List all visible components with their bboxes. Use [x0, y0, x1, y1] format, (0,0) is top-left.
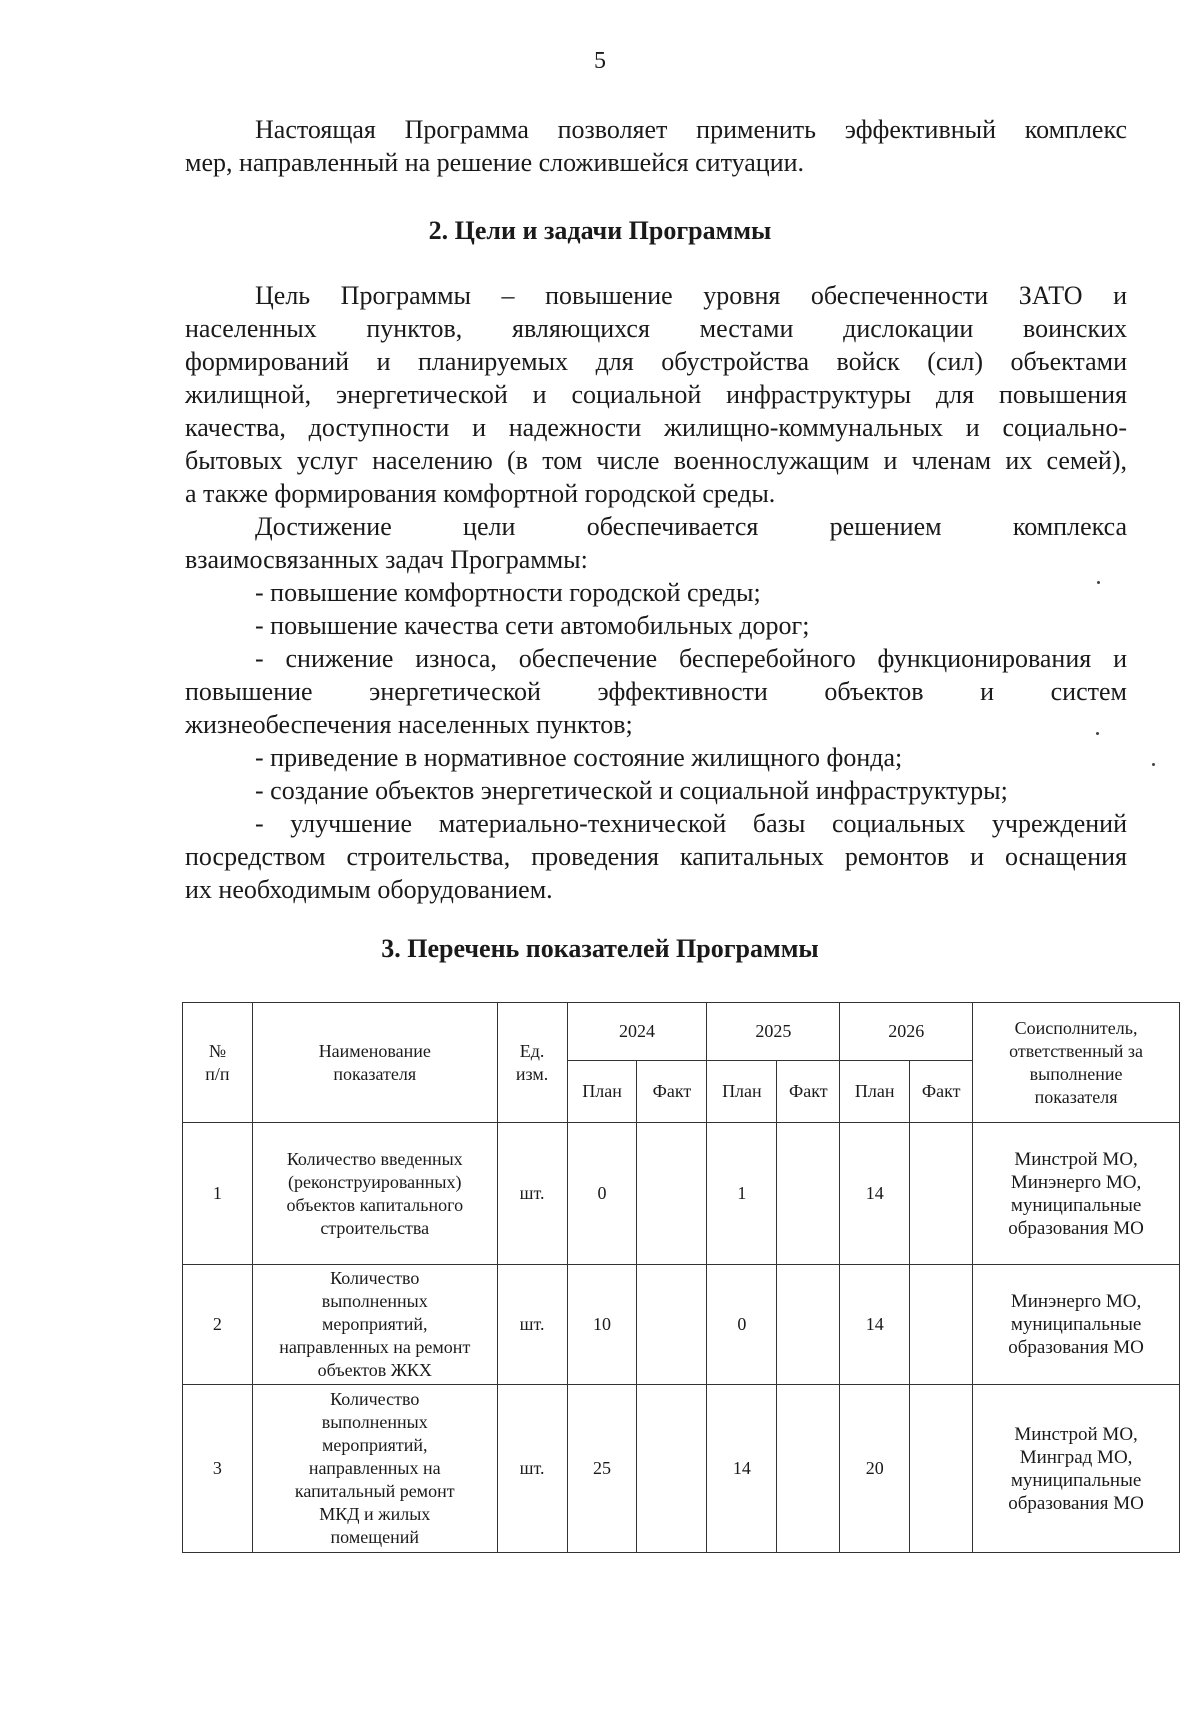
- list-item: - приведение в нормативное состояние жилищного фонда;: [255, 743, 903, 772]
- header-year-2025: 2025: [707, 1003, 840, 1061]
- row-plan-2025: 14: [707, 1385, 777, 1553]
- row-plan-2026: 14: [840, 1123, 910, 1265]
- text-line: жилищной, энергетической и социальной инфраструктуры для повышения: [185, 380, 1127, 409]
- list-item: - улучшение материально-технической базы социальных учреждений: [255, 809, 1127, 838]
- header-plan: План: [840, 1061, 910, 1123]
- list-item: - снижение износа, обеспечение бесперебойного функционирования и: [255, 644, 1127, 673]
- list-item: - создание объектов энергетической и социальной инфраструктуры;: [255, 776, 1008, 805]
- row-fact-2026: [910, 1265, 973, 1385]
- row-plan-2025: 0: [707, 1265, 777, 1385]
- text-line: жизнеобеспечения населенных пунктов;: [185, 710, 633, 739]
- text-line: Настоящая Программа позволяет применить эффективный комплекс: [255, 115, 1127, 144]
- table-row: [183, 1265, 1180, 1385]
- row-fact-2025: [777, 1385, 840, 1553]
- row-fact-2026: [910, 1123, 973, 1265]
- row-num: 3: [183, 1385, 253, 1553]
- row-fact-2024: [637, 1385, 707, 1553]
- row-plan-2026: 20: [840, 1385, 910, 1553]
- header-responsible: Соисполнитель, ответственный за выполнение показателя: [973, 1003, 1180, 1123]
- section-2-heading: 2. Цели и задачи Программы: [428, 216, 772, 245]
- text-line: Цель Программы – повышение уровня обеспеченности ЗАТО и: [255, 281, 1127, 310]
- text-line: взаимосвязанных задач Программы:: [185, 545, 588, 574]
- row-fact-2024: [637, 1265, 707, 1385]
- text-line: качества, доступности и надежности жилищно-коммунальных и социально-: [185, 413, 1127, 442]
- text-line: бытовых услуг населению (в том числе военнослужащим и членам их семей),: [185, 446, 1127, 475]
- table-row: [183, 1123, 1180, 1265]
- header-name: Наименование показателя: [252, 1003, 497, 1123]
- header-unit: Ед. изм.: [497, 1003, 567, 1123]
- scan-speck: [1097, 581, 1100, 584]
- text-line: формирований и планируемых для обустройства войск (сил) объектами: [185, 347, 1127, 376]
- table-header-row: [183, 1003, 1180, 1061]
- header-fact: Факт: [777, 1061, 840, 1123]
- scan-speck: [1152, 763, 1155, 766]
- row-plan-2024: 0: [567, 1123, 637, 1265]
- row-fact-2025: [777, 1265, 840, 1385]
- header-num: № п/п: [183, 1003, 253, 1123]
- text-line: повышение энергетической эффективности объектов и систем: [185, 677, 1127, 706]
- row-fact-2025: [777, 1123, 840, 1265]
- section-3-heading: 3. Перечень показателей Программы: [381, 934, 819, 963]
- text-line: мер, направленный на решение сложившейся ситуации.: [185, 148, 805, 177]
- row-plan-2025: 1: [707, 1123, 777, 1265]
- row-unit: шт.: [497, 1265, 567, 1385]
- row-num: 2: [183, 1265, 253, 1385]
- header-plan: План: [567, 1061, 637, 1123]
- row-responsible: Минэнерго МО, муниципальные образования МО: [973, 1265, 1180, 1385]
- row-name: Количество выполненных мероприятий, направленных на капитальный ремонт МКД и жилых помещений: [252, 1385, 497, 1553]
- text-line: их необходимым оборудованием.: [185, 875, 553, 904]
- row-fact-2024: [637, 1123, 707, 1265]
- table-row: [183, 1385, 1180, 1553]
- text-line: а также формирования комфортной городской среды.: [185, 479, 776, 508]
- row-plan-2024: 10: [567, 1265, 637, 1385]
- header-year-2024: 2024: [567, 1003, 707, 1061]
- intro-paragraph: [185, 113, 1127, 179]
- text-line: населенных пунктов, являющихся местами дислокации воинских: [185, 314, 1127, 343]
- list-item: - повышение качества сети автомобильных дорог;: [255, 611, 810, 640]
- header-fact: Факт: [637, 1061, 707, 1123]
- row-plan-2026: 14: [840, 1265, 910, 1385]
- row-responsible: Минстрой МО, Минград МО, муниципальные образования МО: [973, 1385, 1180, 1553]
- text-line: Достижение цели обеспечивается решением комплекса: [255, 512, 1127, 541]
- row-name: Количество выполненных мероприятий, направленных на ремонт объектов ЖКХ: [252, 1265, 497, 1385]
- indicators-table: [182, 1002, 1180, 1553]
- scan-speck: [1096, 732, 1099, 735]
- page-number: 5: [594, 48, 606, 74]
- row-fact-2026: [910, 1385, 973, 1553]
- row-unit: шт.: [497, 1385, 567, 1553]
- section-2-body: [185, 279, 1127, 906]
- row-responsible: Минстрой МО, Минэнерго МО, муниципальные образования МО: [973, 1123, 1180, 1265]
- row-num: 1: [183, 1123, 253, 1265]
- text-line: посредством строительства, проведения капитальных ремонтов и оснащения: [185, 842, 1127, 871]
- header-fact: Факт: [910, 1061, 973, 1123]
- header-year-2026: 2026: [840, 1003, 973, 1061]
- row-name: Количество введенных (реконструированных) объектов капитального строительства: [252, 1123, 497, 1265]
- row-unit: шт.: [497, 1123, 567, 1265]
- list-item: - повышение комфортности городской среды;: [255, 578, 761, 607]
- header-plan: План: [707, 1061, 777, 1123]
- row-plan-2024: 25: [567, 1385, 637, 1553]
